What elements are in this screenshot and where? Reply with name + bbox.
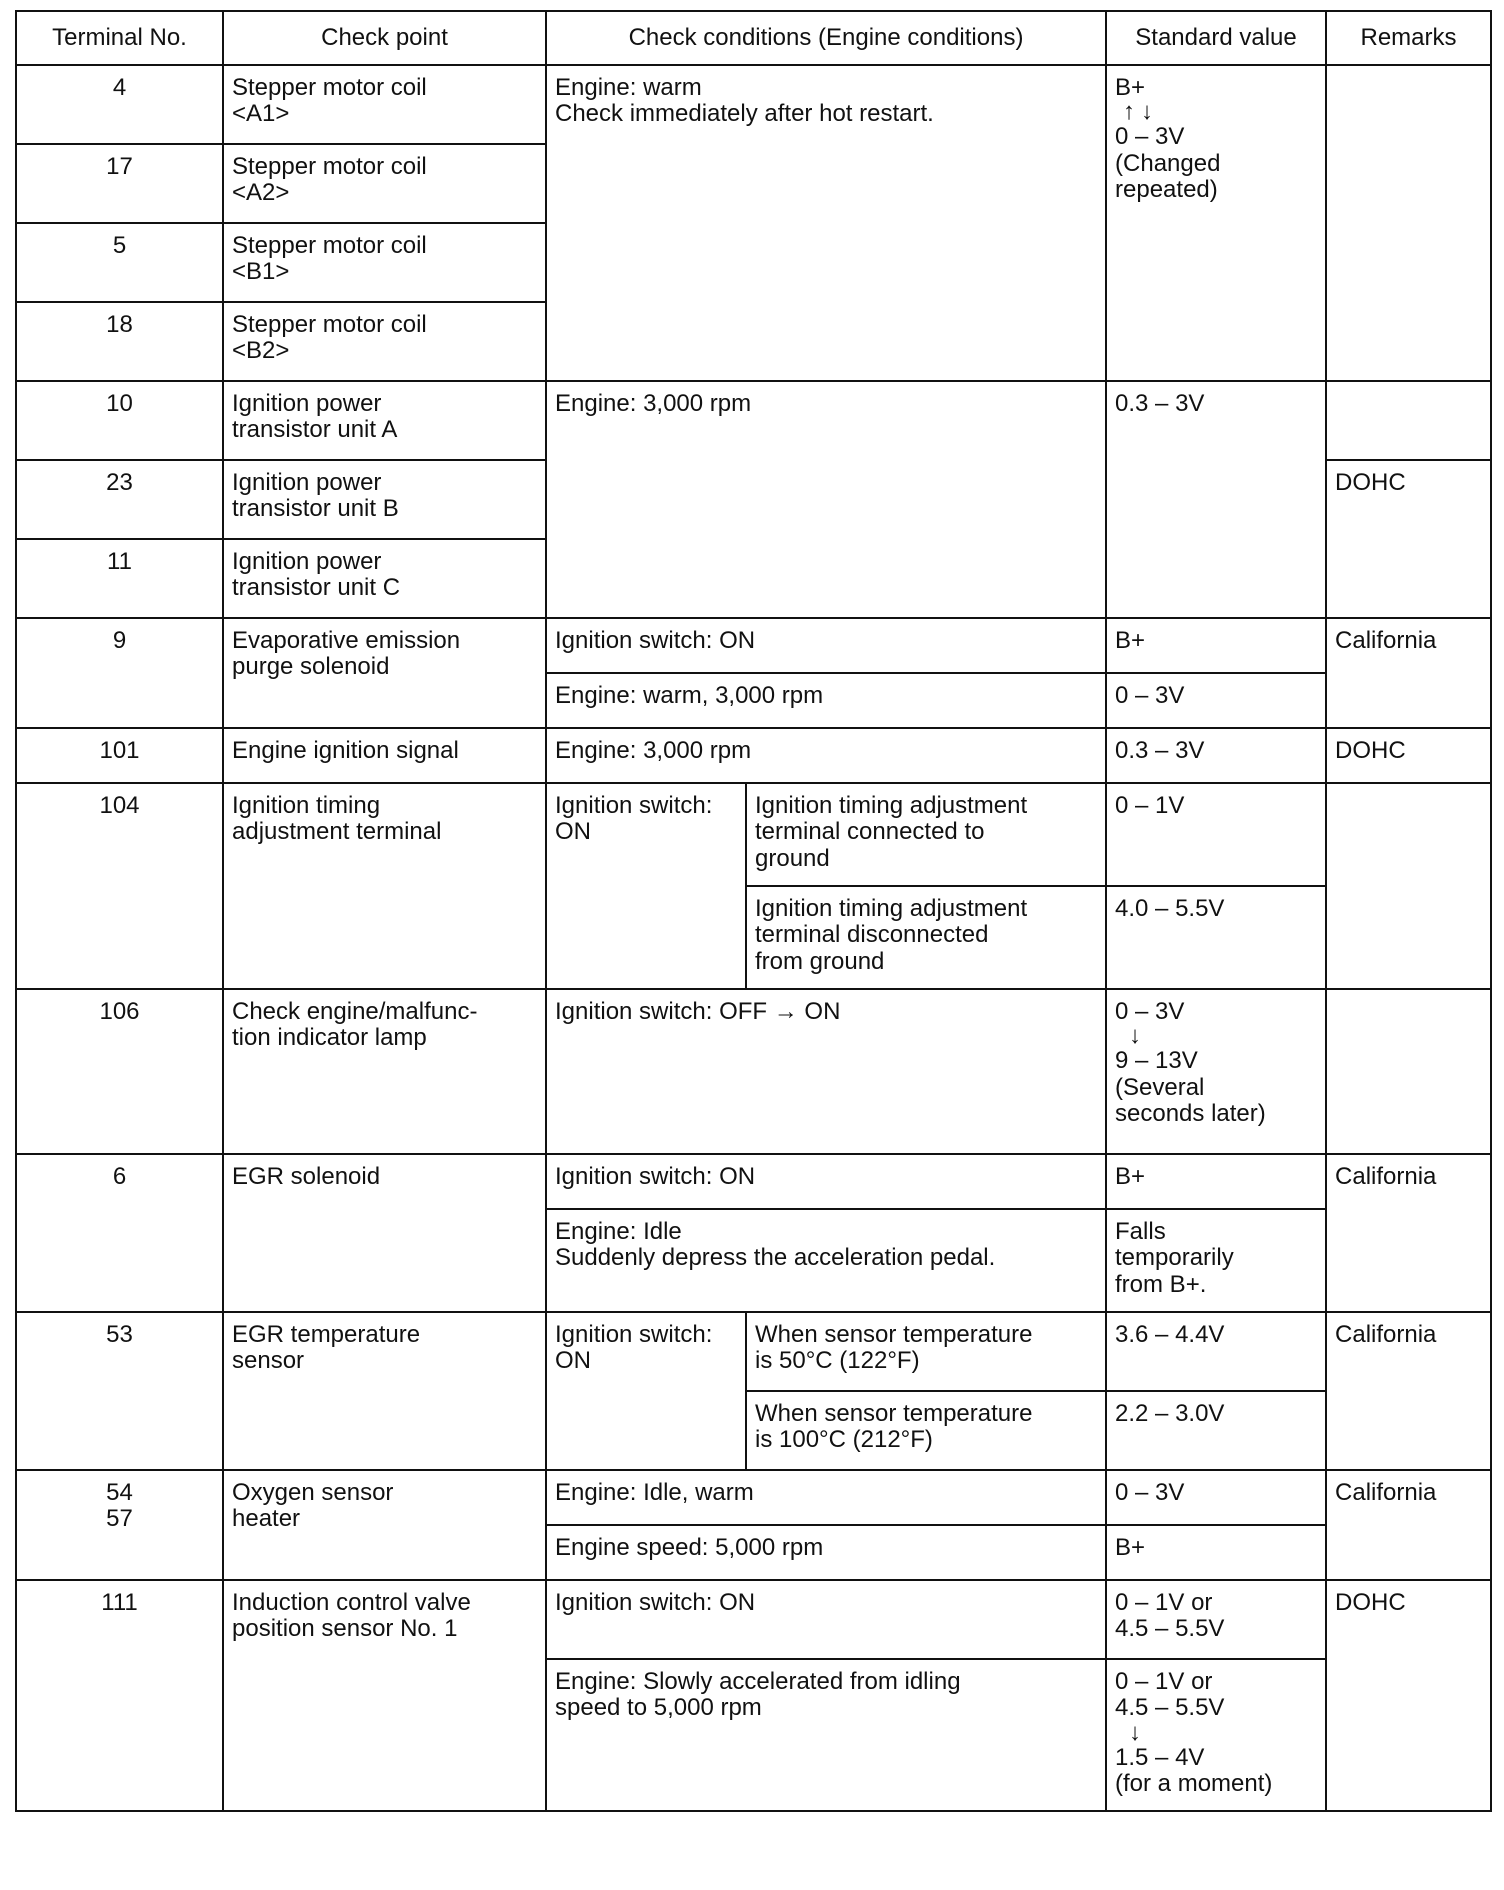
remarks [1326, 65, 1491, 381]
table-row [16, 65, 1491, 144]
down-arrow-icon: ↓ [1129, 1718, 1142, 1746]
check-condition: Engine: warm, 3,000 rpm [546, 673, 1106, 728]
standard-value: 0 – 3V ↓ 9 – 13V (Several seconds later) [1106, 989, 1326, 1154]
table-row [16, 1470, 1491, 1525]
header-standard-value: Standard value [1106, 11, 1326, 65]
terminal-number: 53 [16, 1312, 223, 1470]
document-page [15, 10, 1492, 1812]
check-point: Ignition power transistor unit A [223, 381, 546, 460]
check-condition: Engine speed: 5,000 rpm [546, 1525, 1106, 1580]
standard-value: 4.0 – 5.5V [1106, 886, 1326, 989]
check-condition: Ignition switch: ON [546, 1580, 1106, 1659]
terminal-number: 18 [16, 302, 223, 381]
standard-value: 3.6 – 4.4V [1106, 1312, 1326, 1391]
remarks: California [1326, 1154, 1491, 1312]
check-point: EGR temperature sensor [223, 1312, 546, 1470]
standard-value: 0 – 3V [1106, 1470, 1326, 1525]
standard-value: 0 – 1V or 4.5 – 5.5V ↓ 1.5 – 4V (for a moment) [1106, 1659, 1326, 1811]
header-row [16, 11, 1491, 65]
standard-value: Falls temporarily from B+. [1106, 1209, 1326, 1312]
standard-value: 0 – 3V [1106, 673, 1326, 728]
table-row [16, 618, 1491, 673]
check-condition: Ignition switch: ON [546, 1312, 746, 1470]
check-condition: Engine: Idle Suddenly depress the acceleration pedal. [546, 1209, 1106, 1312]
remarks: California [1326, 1312, 1491, 1470]
table-row [16, 783, 1491, 886]
check-condition: Ignition switch: ON [546, 1154, 1106, 1209]
check-point: Stepper motor coil <B2> [223, 302, 546, 381]
terminal-number: 11 [16, 539, 223, 618]
terminal-check-table [15, 10, 1492, 1812]
remarks [1326, 989, 1491, 1154]
terminal-number: 4 [16, 65, 223, 144]
table-row [16, 1154, 1491, 1209]
up-down-arrow-icon: ↑↓ [1123, 98, 1160, 126]
standard-value: 0 – 1V or 4.5 – 5.5V [1106, 1580, 1326, 1659]
check-condition: Ignition switch: OFF → ON [546, 989, 1106, 1154]
check-point: EGR solenoid [223, 1154, 546, 1312]
terminal-number: 101 [16, 728, 223, 783]
down-arrow-icon: ↓ [1129, 1022, 1142, 1050]
check-point: Ignition power transistor unit C [223, 539, 546, 618]
terminal-number: 54 57 [16, 1470, 223, 1580]
check-condition: Engine: Slowly accelerated from idling speed to 5,000 rpm [546, 1659, 1106, 1811]
standard-value: B+ [1106, 1525, 1326, 1580]
remarks: California [1326, 618, 1491, 728]
terminal-number: 10 [16, 381, 223, 460]
remarks [1326, 381, 1491, 460]
standard-value: 0 – 1V [1106, 783, 1326, 886]
check-point: Check engine/malfunc- tion indicator lamp [223, 989, 546, 1154]
remarks: DOHC [1326, 1580, 1491, 1811]
terminal-number: 111 [16, 1580, 223, 1811]
check-point: Ignition timing adjustment terminal [223, 783, 546, 989]
header-terminal: Terminal No. [16, 11, 223, 65]
check-condition: Engine: 3,000 rpm [546, 728, 1106, 783]
terminal-number: 17 [16, 144, 223, 223]
terminal-number: 9 [16, 618, 223, 728]
check-condition: Engine: 3,000 rpm [546, 381, 1106, 618]
table-row [16, 381, 1491, 460]
check-condition: Ignition switch: ON [546, 783, 746, 989]
remarks [1326, 783, 1491, 989]
check-condition: Engine: Idle, warm [546, 1470, 1106, 1525]
table-row [16, 989, 1491, 1154]
header-check-point: Check point [223, 11, 546, 65]
check-sub-condition: When sensor temperature is 50°C (122°F) [746, 1312, 1106, 1391]
check-sub-condition: Ignition timing adjustment terminal disconnected from ground [746, 886, 1106, 989]
check-point: Stepper motor coil <B1> [223, 223, 546, 302]
check-point: Stepper motor coil <A2> [223, 144, 546, 223]
standard-value: 0.3 – 3V [1106, 728, 1326, 783]
standard-value: B+ ↑↓ 0 – 3V (Changed repeated) [1106, 65, 1326, 381]
check-sub-condition: Ignition timing adjustment terminal connected to ground [746, 783, 1106, 886]
check-point: Stepper motor coil <A1> [223, 65, 546, 144]
remarks: DOHC [1326, 460, 1491, 618]
terminal-number: 6 [16, 1154, 223, 1312]
remarks: California [1326, 1470, 1491, 1580]
check-point: Oxygen sensor heater [223, 1470, 546, 1580]
check-point: Ignition power transistor unit B [223, 460, 546, 539]
table-row [16, 1312, 1491, 1391]
check-point: Engine ignition signal [223, 728, 546, 783]
terminal-number: 104 [16, 783, 223, 989]
check-condition: Ignition switch: ON [546, 618, 1106, 673]
header-check-conditions: Check conditions (Engine conditions) [546, 11, 1106, 65]
remarks: DOHC [1326, 728, 1491, 783]
table-row [16, 728, 1491, 783]
terminal-number: 106 [16, 989, 223, 1154]
check-sub-condition: When sensor temperature is 100°C (212°F) [746, 1391, 1106, 1470]
terminal-number: 23 [16, 460, 223, 539]
header-remarks: Remarks [1326, 11, 1491, 65]
standard-value: B+ [1106, 1154, 1326, 1209]
check-point: Induction control valve position sensor No. 1 [223, 1580, 546, 1811]
standard-value: B+ [1106, 618, 1326, 673]
standard-value: 2.2 – 3.0V [1106, 1391, 1326, 1470]
standard-value: 0.3 – 3V [1106, 381, 1326, 618]
table-row [16, 1580, 1491, 1659]
terminal-number: 5 [16, 223, 223, 302]
check-point: Evaporative emission purge solenoid [223, 618, 546, 728]
check-condition: Engine: warm Check immediately after hot restart. [546, 65, 1106, 381]
